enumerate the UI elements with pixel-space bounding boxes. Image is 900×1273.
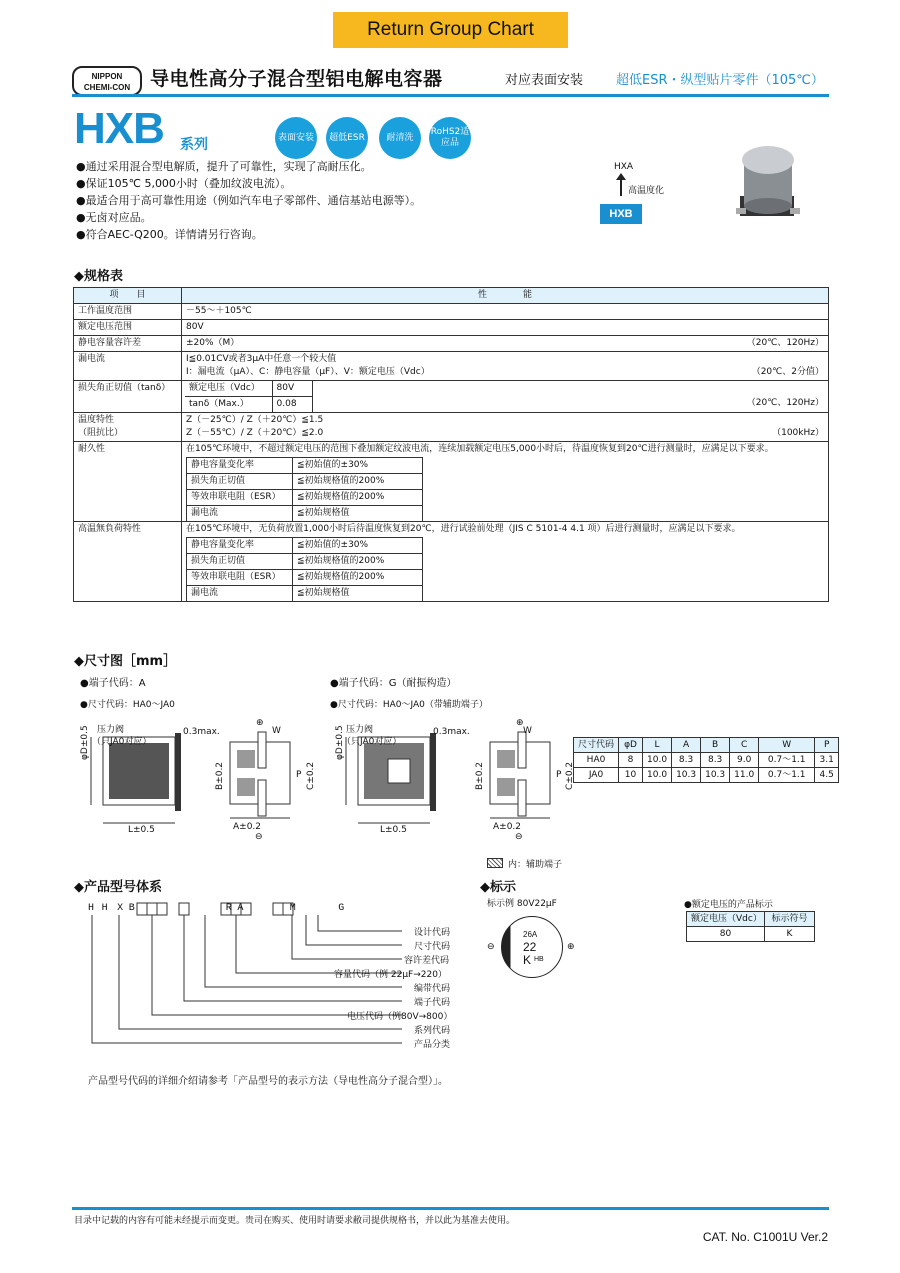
dim-header: 尺寸代码 <box>574 738 619 753</box>
req-value: ≦初始规格值的200% <box>293 490 423 506</box>
length-label: L±0.5 <box>128 825 155 835</box>
row-label: （阻抗比） <box>78 428 124 438</box>
part-char: B <box>128 903 135 914</box>
dim-cell: 10.3 <box>672 768 701 783</box>
part-char: H <box>101 903 108 914</box>
req-value: ≦初始值的±30% <box>293 538 423 554</box>
feature-text: 超低ESR・纵型贴片零件（105℃） <box>616 73 824 88</box>
req-value: ≦初始规格值 <box>293 506 423 522</box>
vent-note: （只JA0对应） <box>92 737 152 747</box>
dim-cell: 10.3 <box>701 768 730 783</box>
minus-icon-g: ⊖ <box>515 832 523 842</box>
max-label-g: 0.3max. <box>433 727 470 737</box>
w-label: W <box>272 726 281 736</box>
dim-cell: 8 <box>619 753 643 768</box>
code-label: 产品分类 <box>414 1040 451 1050</box>
dimension-table <box>573 737 839 783</box>
a-label-g: A±0.2 <box>493 822 522 832</box>
code-label: 容量代码（例 22μF→220） <box>334 970 447 980</box>
row-cond: （20℃、120Hz） <box>746 338 824 348</box>
dim-header: P <box>815 738 839 753</box>
row-label: 静电容量容许差 <box>74 336 182 352</box>
req-label: 静电容量变化率 <box>187 538 293 554</box>
badge-solvent: 耐清洗 <box>379 117 421 159</box>
part-char: M <box>289 903 296 914</box>
req-value: ≦初始规格值的200% <box>293 570 423 586</box>
req-label: 等效串联电阻（ESR） <box>187 490 293 506</box>
row-value: Z（－25℃）/ Z（＋20℃）≦1.5 <box>186 415 324 425</box>
dim-cell: 10.0 <box>643 753 672 768</box>
tan-label: tanδ（Max.） <box>185 397 272 413</box>
size-code-g: ●尺寸代码：HA0～JA0（带辅助端子） <box>330 700 488 710</box>
dim-cell: 0.7～1.1 <box>759 768 815 783</box>
marking-title: ◆标示 <box>480 880 516 895</box>
voltage-marking-note: ●额定电压的产品标示 <box>684 900 773 910</box>
code-label: 尺寸代码 <box>414 942 451 952</box>
aux-terminal-note: 内：辅助端子 <box>508 860 563 870</box>
code-label: 设计代码 <box>414 928 451 938</box>
req-value: ≦初始规格值的200% <box>293 554 423 570</box>
row-value: 在105℃环境中，不超过额定电压的范围下叠加额定纹波电流，连续加载额定电压5,000小时后，待温度恢复到20℃进行测量时，应满足以下要求。 <box>186 444 774 454</box>
part-char: A <box>237 903 244 914</box>
minus-icon: ⊖ <box>255 832 263 842</box>
code-label: 电压代码（例80V→800） <box>347 1012 453 1022</box>
tan-header: 额定电压（Vdc） <box>185 381 272 397</box>
marking-series: HB <box>534 956 544 963</box>
plus-pole-icon: ⊕ <box>567 942 575 952</box>
req-value: ≦初始规格值的200% <box>293 474 423 490</box>
bottom-view-g <box>475 720 575 840</box>
row-value: ±20%（M） <box>186 338 240 348</box>
dim-cell: JA0 <box>574 768 619 783</box>
mark-header: 标示符号 <box>765 912 815 927</box>
row-value: －55～＋105℃ <box>182 304 829 320</box>
tan-header: 80V <box>272 381 312 397</box>
max-label: 0.3max. <box>183 727 220 737</box>
w-label-g: W <box>523 726 532 736</box>
tan-value: 0.08 <box>272 397 312 413</box>
terminal-g-title: ●端子代码：G（耐振构造） <box>330 678 457 689</box>
dim-header: B <box>701 738 730 753</box>
c-label: C±0.2 <box>306 761 316 790</box>
footer-notice: 目录中记载的内容有可能未经提示而变更。贵司在购买、使用时请要求敝司提供规格书，并以此为基准去使用。 <box>74 1216 516 1226</box>
page-title: 导电性高分子混合型铝电解电容器 <box>150 68 443 90</box>
req-label: 漏电流 <box>187 586 293 602</box>
row-value: 80V <box>182 320 829 336</box>
dim-cell: 8.3 <box>672 753 701 768</box>
series-suffix: 系列 <box>180 137 208 153</box>
length-label-g: L±0.5 <box>380 825 407 835</box>
mount-type: 对应表面安装 <box>505 73 584 88</box>
dim-header: L <box>643 738 672 753</box>
b-label: B±0.2 <box>215 761 225 790</box>
vent-label: 压力阀 <box>97 725 125 735</box>
row-cond: （20℃、120Hz） <box>746 398 824 408</box>
part-char: G <box>338 903 345 914</box>
part-number-title: ◆产品型号体系 <box>74 880 162 895</box>
part-chars <box>88 903 348 914</box>
dim-cell: 11.0 <box>730 768 759 783</box>
row-label: 温度特性 <box>78 415 115 425</box>
diameter-label-g: φD±0.5 <box>335 725 345 760</box>
row-cond: （100kHz） <box>772 428 824 438</box>
size-code-a: ●尺寸代码：HA0～JA0 <box>80 700 175 710</box>
marking-example: 标示例 80V22μF <box>487 899 557 909</box>
col-item: 项 目 <box>74 288 182 304</box>
voltage-marking-table <box>686 911 815 942</box>
req-label: 损失角正切值 <box>187 554 293 570</box>
plus-icon-g: ⊕ <box>516 718 524 728</box>
marking-lot: 26A <box>523 930 538 939</box>
part-note: 产品型号代码的详细介绍请参考「产品型号的表示方法（导电性高分子混合型）」。 <box>88 1076 448 1087</box>
req-value: ≦初始规格值 <box>293 586 423 602</box>
row-label: 耐久性 <box>74 442 182 522</box>
vent-label-g: 压力阀 <box>346 725 374 735</box>
minus-pole-icon: ⊖ <box>487 942 495 952</box>
evolution-to: HXB <box>600 204 642 224</box>
evolution-label: 高温度化 <box>628 186 665 196</box>
dims-section-title: ◆尺寸图［mm］ <box>74 654 177 669</box>
p-label: P <box>296 770 302 780</box>
feature-bullet: ●通过采用混合型电解质，提升了可靠性，实现了高耐压化。 <box>76 160 372 173</box>
dim-cell: 8.3 <box>701 753 730 768</box>
code-label: 容许差代码 <box>404 956 450 966</box>
badge-low-esr: 超低ESR <box>326 117 368 159</box>
req-label: 静电容量变化率 <box>187 458 293 474</box>
footer-rule <box>72 1207 829 1210</box>
col-perf: 性 能 <box>182 288 829 304</box>
row-cond: （20℃、2分值） <box>751 367 824 377</box>
evolution-from: HXA <box>614 162 634 172</box>
dim-header: φD <box>619 738 643 753</box>
vent-note-g: （只JA0对应） <box>342 737 402 747</box>
row-value: I≦0.01CV或者3μA中任意一个较大值 <box>186 354 337 364</box>
return-group-chart-button[interactable]: Return Group Chart <box>333 12 568 48</box>
row-label: 额定电压范围 <box>74 320 182 336</box>
code-label: 系列代码 <box>414 1026 451 1036</box>
part-char: R <box>225 903 232 914</box>
row-label: 高温無負荷特性 <box>74 522 182 602</box>
dim-cell: 10.0 <box>643 768 672 783</box>
nippon-chemicon-logo: NIPPON CHEMI-CON <box>72 66 142 96</box>
feature-bullet: ●最适合用于高可靠性用途（例如汽车电子零部件、通信基站电源等）。 <box>76 194 422 207</box>
part-char: X <box>117 903 124 914</box>
marking-cap: 22 <box>523 940 537 954</box>
feature-bullet: ●保证105℃ 5,000小时（叠加纹波电流）。 <box>76 177 292 190</box>
row-value: I：漏电流（μA）、C：静电容量（μF）、V：额定电压（Vdc） <box>186 367 430 377</box>
diameter-label: φD±0.5 <box>80 725 90 760</box>
dim-cell: 4.5 <box>815 768 839 783</box>
bottom-view-a <box>215 720 315 840</box>
capacitor-photo <box>726 140 806 220</box>
spec-section-title: ◆规格表 <box>74 269 123 284</box>
dim-cell: 10 <box>619 768 643 783</box>
spec-table <box>73 287 829 602</box>
row-value: 在105℃环境中，无负荷放置1,000小时后待温度恢复到20℃，进行试验前处理（JIS C 5101-4 4.1 项）后进行测量时，应满足以下要求。 <box>186 524 741 534</box>
dim-cell: 0.7～1.1 <box>759 753 815 768</box>
feature-bullet: ●符合AEC-Q200。详情请另行咨询。 <box>76 228 263 241</box>
catalog-number: CAT. No. C1001U Ver.2 <box>702 1230 828 1244</box>
c-label-g: C±0.2 <box>565 761 575 790</box>
a-label: A±0.2 <box>233 822 262 832</box>
plus-icon: ⊕ <box>256 718 264 728</box>
marking-volt: K <box>523 953 532 967</box>
code-label: 编带代码 <box>414 984 451 994</box>
feature-bullet: ●无卤对应品。 <box>76 211 152 224</box>
part-char: H <box>88 903 95 914</box>
dim-header: A <box>672 738 701 753</box>
mark-cell: 80 <box>687 927 765 942</box>
mark-cell: K <box>765 927 815 942</box>
req-label: 等效串联电阻（ESR） <box>187 570 293 586</box>
dim-header: W <box>759 738 815 753</box>
dim-header: C <box>730 738 759 753</box>
dim-cell: HA0 <box>574 753 619 768</box>
row-value: Z（－55℃）/ Z（＋20℃）≦2.0 <box>186 428 324 438</box>
hatch-icon <box>487 858 503 868</box>
req-value: ≦初始值的±30% <box>293 458 423 474</box>
row-label: 损失角正切值（tanδ） <box>74 381 182 413</box>
p-label-g: P <box>556 770 562 780</box>
dim-cell: 9.0 <box>730 753 759 768</box>
code-label: 端子代码 <box>414 998 451 1008</box>
row-label: 漏电流 <box>74 352 182 381</box>
req-label: 损失角正切值 <box>187 474 293 490</box>
arrow-head-icon <box>616 173 626 180</box>
badge-rohs: RoHS2适应品 <box>429 117 471 159</box>
dim-cell: 3.1 <box>815 753 839 768</box>
row-label: 工作温度范围 <box>74 304 182 320</box>
terminal-a-title: ●端子代码：A <box>80 678 146 689</box>
header-rule <box>72 94 829 97</box>
series-name: HXB <box>74 104 164 153</box>
b-label-g: B±0.2 <box>475 761 485 790</box>
req-label: 漏电流 <box>187 506 293 522</box>
badge-smd: 表面安装 <box>275 117 317 159</box>
mark-header: 额定电压（Vdc） <box>687 912 765 927</box>
